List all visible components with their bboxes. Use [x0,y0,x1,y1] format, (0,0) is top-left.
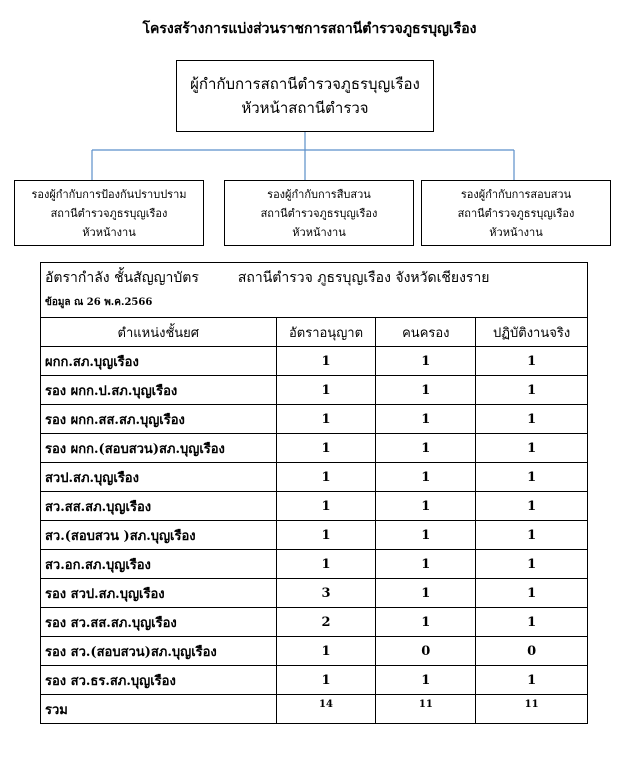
staffing-table [40,262,588,724]
table-row [41,608,588,637]
table-row [41,463,588,492]
row-allowed: 1 [276,550,376,579]
row-allowed: 1 [276,434,376,463]
row-position: รอง สว.(สอบสวน)สภ.บุญเรือง [41,637,277,666]
row-held: 1 [376,579,476,608]
row-held: 1 [376,608,476,637]
deputy-prevention-station: สถานีตำรวจภูธรบุญเรือง [50,206,168,220]
row-position: สว.สส.สภ.บุญเรือง [41,492,277,521]
header-allowed: อัตราอนุญาต [276,318,376,347]
row-position: รอง สว.สส.สภ.บุญเรือง [41,608,277,637]
row-actual: 1 [476,666,588,695]
row-allowed: 3 [276,579,376,608]
row-held: 1 [376,521,476,550]
row-allowed: 1 [276,376,376,405]
table-row [41,666,588,695]
table-row [41,637,588,666]
table-body [41,347,588,695]
deputy-investigation-title: รองผู้กำกับการสืบสวน [267,187,371,201]
row-position: รอง ผกก.(สอบสวน)สภ.บุญเรือง [41,434,277,463]
row-actual: 1 [476,405,588,434]
deputy-inquiry-role: หัวหน้างาน [489,225,543,239]
page-title: โครงสร้างการแบ่งส่วนราชการสถานีตำรวจภูธรบุญเรือง [142,21,477,37]
row-position: รอง สวป.สภ.บุญเรือง [41,579,277,608]
row-allowed: 2 [276,608,376,637]
row-actual: 1 [476,434,588,463]
row-position: สวป.สภ.บุญเรือง [41,463,277,492]
table-row [41,579,588,608]
station-head-box [176,60,434,132]
deputy-inquiry-station: สถานีตำรวจภูธรบุญเรือง [457,206,575,220]
caption-strength: อัตรากำลัง ชั้นสัญญาบัตร [45,270,199,286]
caption-date: ข้อมูล ณ 26 พ.ค.2566 [45,297,153,308]
row-position: สว.อก.สภ.บุญเรือง [41,550,277,579]
row-actual: 1 [476,550,588,579]
table-caption-row [41,263,588,318]
row-actual: 1 [476,376,588,405]
table-row [41,434,588,463]
total-label: รวม [41,695,277,724]
row-position: ผกก.สภ.บุญเรือง [41,347,277,376]
table-row [41,550,588,579]
row-allowed: 1 [276,492,376,521]
row-actual: 0 [476,637,588,666]
row-held: 1 [376,550,476,579]
row-held: 1 [376,463,476,492]
row-held: 1 [376,434,476,463]
table-row [41,521,588,550]
deputy-prevention-title: รองผู้กำกับการป้องกันปราบปราม [31,187,187,201]
table-header-row [41,318,588,347]
total-held: 11 [376,695,476,724]
row-allowed: 1 [276,405,376,434]
row-actual: 1 [476,463,588,492]
row-allowed: 1 [276,637,376,666]
total-allowed: 14 [276,695,376,724]
header-actual: ปฏิบัติงานจริง [476,318,588,347]
deputy-prevention-box [14,180,204,246]
table-total-row [41,695,588,724]
station-head-title: ผู้กำกับการสถานีตำรวจภูธรบุญเรือง [190,75,420,93]
row-held: 1 [376,405,476,434]
deputy-prevention-role: หัวหน้างาน [82,225,136,239]
row-held: 1 [376,376,476,405]
table-row [41,376,588,405]
total-actual: 11 [476,695,588,724]
row-held: 1 [376,666,476,695]
row-actual: 1 [476,521,588,550]
row-allowed: 1 [276,463,376,492]
table-row [41,347,588,376]
table-row [41,405,588,434]
row-position: รอง ผกก.ป.สภ.บุญเรือง [41,376,277,405]
table-row [41,492,588,521]
deputy-investigation-role: หัวหน้างาน [292,225,346,239]
deputy-investigation-station: สถานีตำรวจภูธรบุญเรือง [260,206,378,220]
row-position: สว.(สอบสวน )สภ.บุญเรือง [41,521,277,550]
row-position: รอง ผกก.สส.สภ.บุญเรือง [41,405,277,434]
row-actual: 1 [476,347,588,376]
row-allowed: 1 [276,347,376,376]
header-held: คนครอง [376,318,476,347]
row-position: รอง สว.ธร.สภ.บุญเรือง [41,666,277,695]
row-held: 1 [376,347,476,376]
station-head-role: หัวหน้าสถานีตำรวจ [241,99,369,117]
caption-station: สถานีตำรวจ ภูธรบุญเรือง จังหวัดเชียงราย [237,270,490,286]
header-position: ตำแหน่งชั้นยศ [41,318,277,347]
table-caption [41,263,588,318]
row-actual: 1 [476,608,588,637]
row-actual: 1 [476,492,588,521]
deputy-inquiry-box [421,180,611,246]
deputy-inquiry-title: รองผู้กำกับการสอบสวน [460,187,572,201]
row-held: 1 [376,492,476,521]
row-allowed: 1 [276,521,376,550]
deputy-investigation-box [224,180,414,246]
row-held: 0 [376,637,476,666]
row-allowed: 1 [276,666,376,695]
row-actual: 1 [476,579,588,608]
